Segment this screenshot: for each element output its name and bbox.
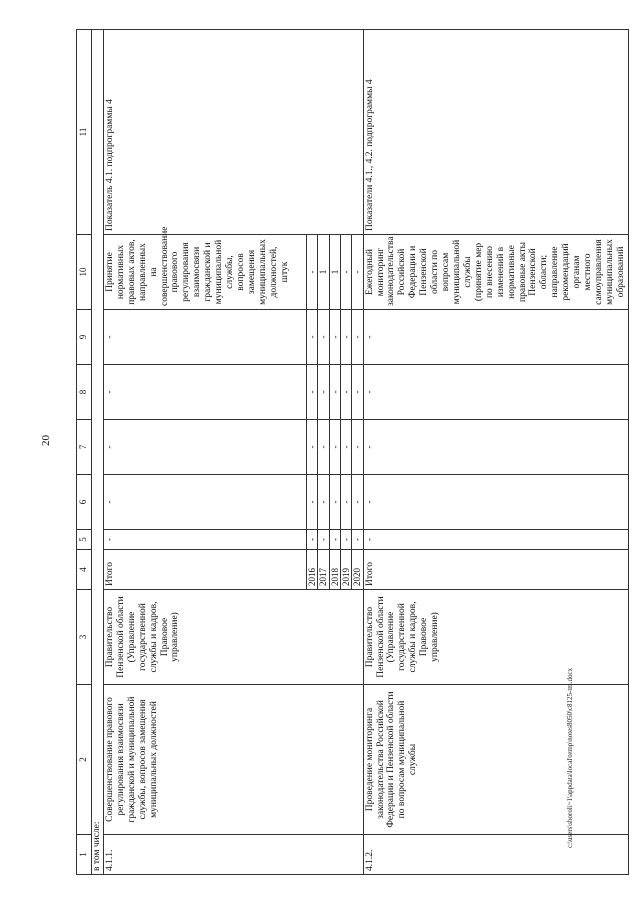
footer-file-path: c:\users\sboroli~1\appdata\local\temp\notes8050\c8125-tm.docx [566,667,574,848]
col-header-2: 2 [77,685,92,835]
row-period: Итого [103,550,306,590]
cell-v7: - [103,420,306,475]
cell-v8: - [318,365,329,420]
cell-v9: - [363,310,628,365]
row-link: Показатель 4.1. подпрограммы 4 [103,30,363,235]
row-number: 4.1.1. [103,835,363,875]
col-header-10: 10 [77,235,92,310]
intro-row [92,30,104,875]
cell-v10: - [306,235,317,310]
cell-v9: - [318,310,329,365]
cell-v5: - [318,530,329,550]
year-cell: 2016 [306,550,317,590]
cell-v10: - [352,235,363,310]
cell-v8: - [340,365,351,420]
row-name: Проведение мониторинга законодательства Российской Федерации и Пензенской области по вопросам муниципальной службы [363,685,628,835]
cell-v10: 1 [329,235,340,310]
cell-v8: - [306,365,317,420]
table-row [363,30,628,875]
page-number: 20 [40,435,52,446]
cell-v10: - [340,235,351,310]
cell-v9: - [340,310,351,365]
year-cell: 2019 [340,550,351,590]
row-link: Показатели 4.1., 4.2. подпрограммы 4 [363,30,628,235]
cell-v8: - [103,365,306,420]
cell-v7: - [352,420,363,475]
row-executor: Правительство Пензенской области (Управление государственной службы и кадров, Правовое управление) [103,590,363,685]
cell-v5: - [306,530,317,550]
cell-v9: - [352,310,363,365]
year-cell: 2020 [352,550,363,590]
cell-v6: - [329,475,340,530]
cell-v9: - [103,310,306,365]
header-row [77,30,92,875]
col-header-6: 6 [77,475,92,530]
cell-v6: - [306,475,317,530]
cell-v7: - [306,420,317,475]
cell-v5: - [352,530,363,550]
cell-v5: - [103,530,306,550]
cell-v6: - [103,475,306,530]
cell-v7: - [340,420,351,475]
cell-v5: - [363,530,628,550]
col-header-1: 1 [77,835,92,875]
cell-v5: - [340,530,351,550]
cell-v7: - [363,420,628,475]
cell-v8: - [352,365,363,420]
intro-text: в том числе: [92,30,104,875]
cell-v10: 1 [318,235,329,310]
cell-v9: - [329,310,340,365]
cell-v8: - [363,365,628,420]
row-indicator: Ежегодный мониторинг законодательства Российской Федерации и Пензенской области по вопросам муниципальной службы (принятие мер по внесению изменений в нормативные правовые акты Пензенской области; направление рекомендаций органам местного самоуправления муниципальных образований [363,235,628,310]
row-period: Итого [363,550,628,590]
col-header-8: 8 [77,365,92,420]
col-header-7: 7 [77,420,92,475]
row-indicator: Принятие нормативных правовых актов, направленных на совершенствование правового регулирования взаимосвязи гражданской и муниципальной службы, вопросов замещения муниципальных должностей, штук [103,235,306,310]
cell-v6: - [352,475,363,530]
col-header-9: 9 [77,310,92,365]
cell-v6: - [363,475,628,530]
program-table [76,29,629,875]
row-number: 4.1.2. [363,835,628,875]
year-cell: 2017 [318,550,329,590]
col-header-11: 11 [77,30,92,235]
cell-v7: - [329,420,340,475]
col-header-4: 4 [77,550,92,590]
cell-v6: - [340,475,351,530]
table-row [103,30,306,875]
cell-v8: - [329,365,340,420]
year-cell: 2018 [329,550,340,590]
cell-v5: - [329,530,340,550]
row-executor: Правительство Пензенской области (Управление государственной службы и кадров, Правовое управление) [363,590,628,685]
cell-v6: - [318,475,329,530]
col-header-3: 3 [77,590,92,685]
rotated-table-container [76,30,626,875]
row-name: Совершенствование правового регулирования взаимосвязи гражданской и муниципальной службы, вопросов замещения муниципальных должностей [103,685,363,835]
cell-v9: - [306,310,317,365]
col-header-5: 5 [77,530,92,550]
cell-v7: - [318,420,329,475]
